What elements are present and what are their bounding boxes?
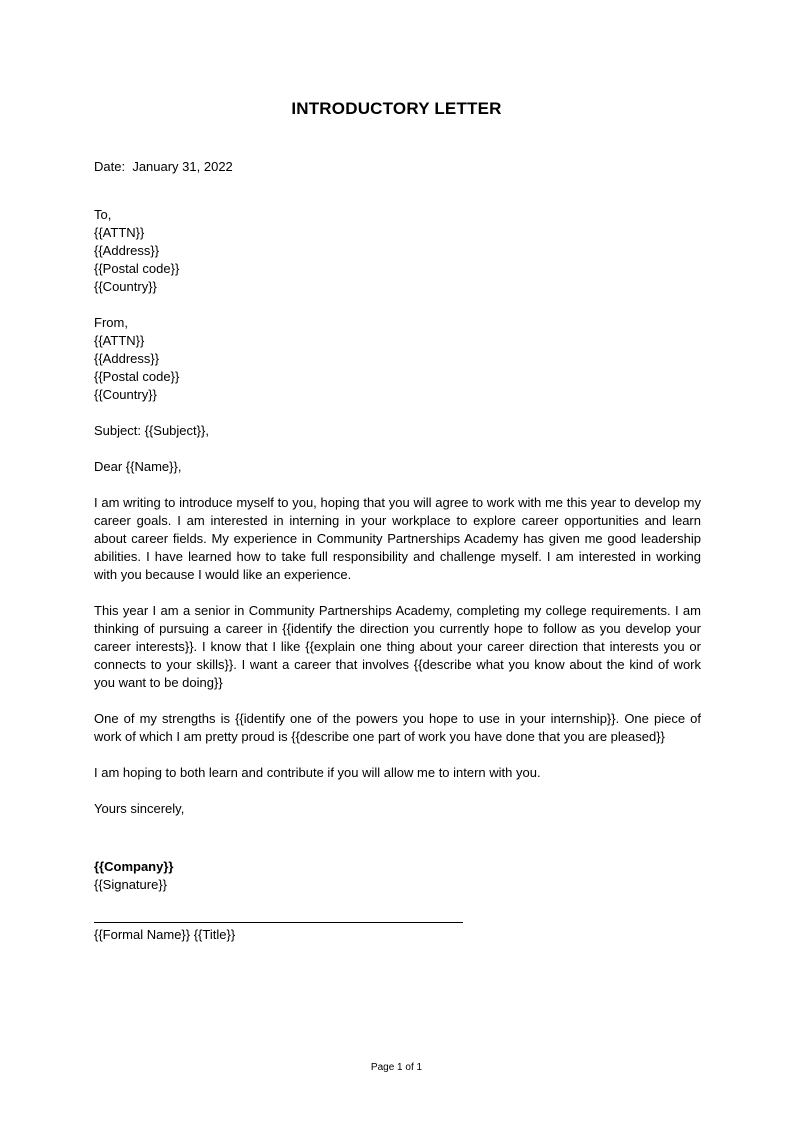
to-postal-code: {{Postal code}}	[94, 261, 180, 276]
signature-placeholder: {{Signature}}	[94, 877, 168, 892]
paragraph-career: This year I am a senior in Community Partnerships Academy, completing my college requirements. I am thinking of pursuing a career in {{identify the direction you currently hope to follow as you develop your career interests}}. I know that I like {{explain one thing about your career direction that interests you or connects to your skills}}. I want a career that involves {{describe what you know about the kind of work you want to be doing}}	[94, 603, 701, 690]
paragraph-strengths: One of my strengths is {{identify one of the powers you hope to use in your internship}}. One piece of work of which I am pretty proud is {{describe one part of work you have done that you are pleased}}	[94, 711, 701, 744]
document-title: INTRODUCTORY LETTER	[291, 99, 502, 118]
subject-line: Subject: {{Subject}},	[94, 423, 209, 438]
company-name: {{Company}}	[94, 859, 174, 874]
paragraph-introduction: I am writing to introduce myself to you, hoping that you will agree to work with me this year to develop my career goals. I am interested in interning in your workplace to explore career opportunities and learn about career fields. My experience in Community Partnerships Academy has given me good leadership abilities. I have learned how to take full responsibility and challenge myself. I am interested in working with you because I would like an experience.	[94, 495, 701, 582]
recipient-block	[94, 206, 701, 296]
closing-phrase: Yours sincerely,	[94, 801, 185, 816]
to-heading: To,	[94, 207, 112, 222]
sender-block	[94, 314, 701, 404]
date-label: Date:	[94, 159, 126, 174]
from-address: {{Address}}	[94, 351, 160, 366]
salutation: Dear {{Name}},	[94, 459, 182, 474]
page-footer: Page 1 of 1	[370, 1062, 423, 1073]
from-postal-code: {{Postal code}}	[94, 369, 180, 384]
paragraph-closing-statement: I am hoping to both learn and contribute if you will allow me to intern with you.	[94, 765, 541, 780]
formal-name-title: {{Formal Name}} {{Title}}	[94, 927, 236, 942]
letter-body	[94, 158, 701, 944]
to-country: {{Country}}	[94, 279, 157, 294]
to-attn: {{ATTN}}	[94, 225, 145, 240]
from-heading: From,	[94, 315, 128, 330]
date-line	[94, 158, 701, 176]
date-value: January 31, 2022	[132, 159, 233, 174]
from-country: {{Country}}	[94, 387, 157, 402]
from-attn: {{ATTN}}	[94, 333, 145, 348]
signature-rule	[94, 922, 463, 923]
to-address: {{Address}}	[94, 243, 160, 258]
